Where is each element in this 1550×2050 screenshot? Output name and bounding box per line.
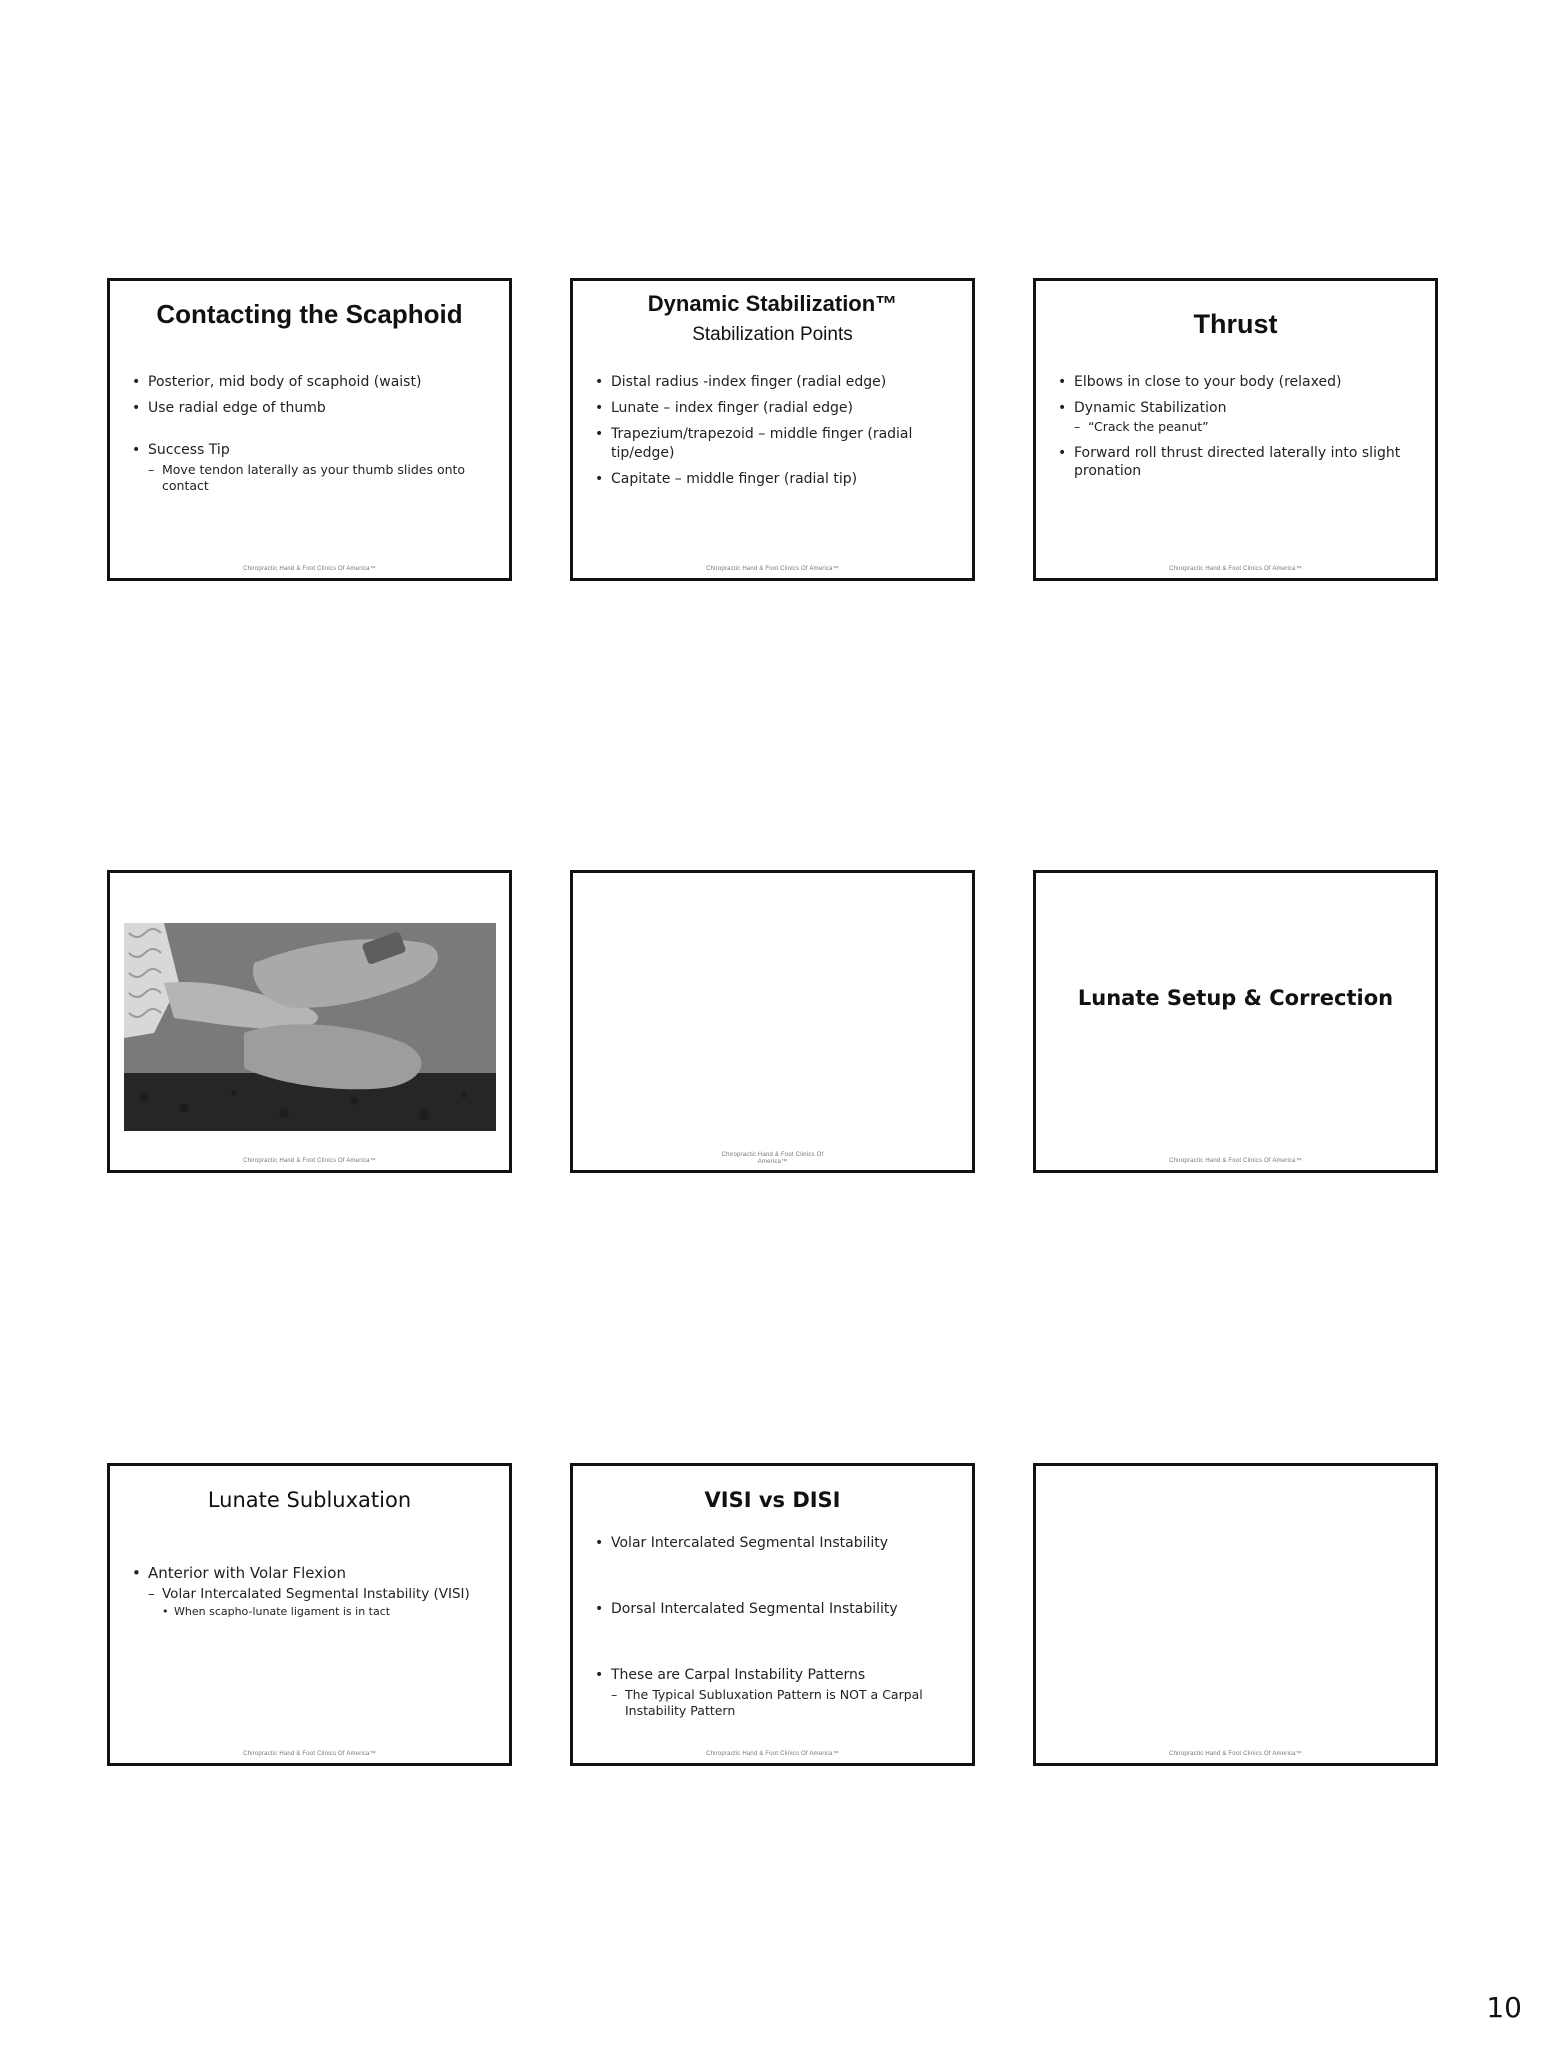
bullet-item: • These are Carpal Instability Patterns – The Typical Subluxation Pattern is NOT a Carpal Instability Pattern [595, 1666, 958, 1719]
slide-title: Contacting the Scaphoid [156, 299, 463, 329]
slide-contacting-scaphoid [107, 278, 512, 581]
bullet-list [595, 1534, 958, 1727]
slide-footer: Chiropractic Hand & Foot Clinics Of America™ [1169, 1158, 1302, 1164]
slide-title: Thrust [1193, 309, 1278, 339]
slide-blank [570, 870, 975, 1173]
slide-title: Lunate Subluxation [207, 1488, 412, 1512]
bullet-item: • Success Tip – Move tendon laterally as your thumb slides onto contact [132, 441, 495, 494]
slide-footer: Chiropractic Hand & Foot Clinics Of America™ [243, 1751, 376, 1757]
slide-lunate-setup [1033, 870, 1438, 1173]
bullet-list [132, 373, 495, 502]
bullet-item: • Forward roll thrust directed laterally into slight pronation [1058, 444, 1401, 479]
slide-visi-vs-disi [570, 1463, 975, 1766]
bullet-item: • Dynamic Stabilization – “Crack the peanut” [1058, 399, 1421, 435]
sub-bullet-item: – Volar Intercalated Segmental Instability (VISI) • When scapho-lunate ligament is in tact [148, 1586, 495, 1620]
slide-thrust [1033, 278, 1438, 581]
slide-photo [107, 870, 512, 1173]
slide-title: Dynamic Stabilization™ [647, 291, 898, 316]
hands-photo-image [124, 923, 496, 1131]
hands-photo [124, 923, 496, 1131]
slide-footer [573, 1152, 972, 1166]
slide-footer: Chiropractic Hand & Foot Clinics Of America™ [1169, 566, 1302, 572]
sub-bullet-list [148, 462, 495, 495]
slide-blank-2 [1033, 1463, 1438, 1766]
bullet-item: • Capitate – middle finger (radial tip) [595, 470, 858, 487]
bullet-item: • Elbows in close to your body (relaxed) [1058, 374, 1342, 390]
slide-title: Lunate Setup & Correction [1077, 986, 1394, 1010]
slide-subtitle: Stabilization Points [692, 324, 853, 345]
sub-bullet-list [148, 1586, 495, 1620]
bullet-item: • Anterior with Volar Flexion – Volar Intercalated Segmental Instability (VISI) • When scapho-lunate ligament is in tact [132, 1564, 495, 1619]
page-number: 10 [1486, 1991, 1522, 2024]
bullet-list [1058, 373, 1421, 488]
sub-bullet-item: – The Typical Subluxation Pattern is NOT a Carpal Instability Pattern [611, 1687, 958, 1720]
slide-lunate-subluxation [107, 1463, 512, 1766]
slide-dynamic-stabilization [570, 278, 975, 581]
slide-footer: Chiropractic Hand & Foot Clinics Of America™ [243, 1158, 376, 1164]
sub-bullet-item: – “Crack the peanut” [1074, 419, 1421, 435]
sub-bullet-item: – Move tendon laterally as your thumb slides onto contact [148, 462, 495, 495]
slide-footer: Chiropractic Hand & Foot Clinics Of America™ [243, 566, 376, 572]
sub-bullet-list [1074, 419, 1421, 435]
slide-title: VISI vs DISI [704, 1488, 841, 1512]
slide-footer: Chiropractic Hand & Foot Clinics Of America™ [706, 566, 839, 572]
footer-line: Chiropractic Hand & Foot Clinics Of [721, 1152, 824, 1158]
bullet-item: • Lunate – index finger (radial edge) [595, 400, 853, 417]
sub-sub-bullet-list [162, 1605, 495, 1619]
bullet-item: • Dorsal Intercalated Segmental Instability [595, 1601, 898, 1618]
bullet-item: • Distal radius -index finger (radial edge) [595, 374, 887, 390]
bullet-item: • Trapezium/trapezoid – middle finger (radial tip/edge) [595, 426, 913, 461]
bullet-list [595, 373, 958, 496]
bullet-item: • Posterior, mid body of scaphoid (waist) [132, 374, 422, 390]
footer-line: America™ [757, 1159, 788, 1165]
slide-footer: Chiropractic Hand & Foot Clinics Of America™ [1169, 1751, 1302, 1757]
slide-footer: Chiropractic Hand & Foot Clinics Of America™ [706, 1751, 839, 1757]
sub-sub-bullet-item: • When scapho-lunate ligament is in tact [162, 1605, 495, 1619]
sub-bullet-list [611, 1687, 958, 1720]
bullet-list [132, 1564, 495, 1627]
bullet-item: • Volar Intercalated Segmental Instability [595, 1535, 889, 1551]
bullet-item: • Use radial edge of thumb [132, 400, 326, 417]
